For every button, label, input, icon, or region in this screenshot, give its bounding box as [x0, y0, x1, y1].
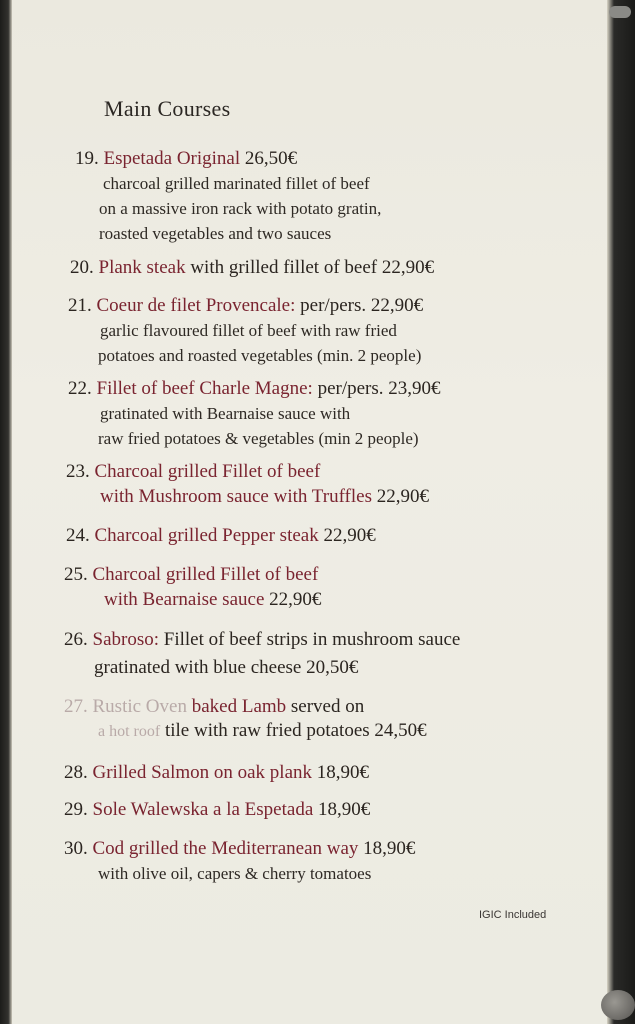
- item-name: Sabroso:: [92, 629, 159, 650]
- item-name: baked Lamb: [191, 696, 287, 717]
- item-price: 18,90€: [318, 799, 371, 820]
- item-name: Coeur de filet Provencale:: [96, 295, 296, 316]
- item-number: 27.: [64, 696, 88, 717]
- item-line2-faded: a hot roof: [98, 723, 161, 740]
- item-price: 26,50€: [244, 148, 298, 169]
- item-price: 22,90€: [376, 486, 429, 507]
- menu-item-24: [66, 523, 376, 548]
- item-name: Charcoal grilled Pepper steak: [94, 525, 319, 546]
- item-desc-line: potatoes and roasted vegetables (min. 2 people): [98, 346, 422, 365]
- item-name: Espetada Original: [103, 148, 241, 169]
- menu-item-19: [75, 146, 381, 246]
- menu-item-22: [68, 376, 441, 451]
- item-number: 24.: [66, 525, 90, 546]
- item-desc-line: roasted vegetables and two sauces: [99, 224, 332, 243]
- item-name: Fillet of beef Charle Magne:: [96, 378, 313, 399]
- menu-item-23: [66, 459, 429, 509]
- item-name: Plank steak: [98, 257, 186, 278]
- item-desc-line: garlic flavoured fillet of beef with raw fried: [100, 321, 397, 340]
- item-name: Charcoal grilled Fillet of beef: [92, 564, 319, 585]
- item-price: 22,90€: [381, 257, 435, 278]
- item-number: 30.: [64, 838, 88, 859]
- frame-clip-top: [609, 6, 631, 18]
- menu-heading: Main Courses: [104, 96, 231, 121]
- item-extra: served on: [290, 696, 365, 717]
- item-desc-line: with olive oil, capers & cherry tomatoes: [98, 864, 372, 883]
- tax-note: IGIC Included: [479, 909, 547, 921]
- frame-right-edge: [607, 0, 635, 1024]
- item-number: 29.: [64, 799, 88, 820]
- item-name-line2: tile with raw fried potatoes: [164, 720, 370, 741]
- menu-item-29: [64, 797, 370, 822]
- item-name-faded: Rustic Oven: [92, 696, 187, 717]
- item-extra: Fillet of beef strips in mushroom sauce: [163, 629, 461, 650]
- item-name-line2: gratinated with blue cheese: [94, 657, 302, 678]
- item-number: 28.: [64, 762, 88, 783]
- item-number: 22.: [68, 378, 92, 399]
- item-name: Cod grilled the Mediterranean way: [92, 838, 359, 859]
- item-price: 24,50€: [374, 720, 427, 741]
- item-extra: per/pers.: [317, 378, 384, 399]
- item-price: 18,90€: [363, 838, 416, 859]
- menu-item-26: [64, 627, 460, 680]
- item-desc-line: raw fried potatoes & vegetables (min 2 people): [98, 429, 419, 448]
- item-desc-line: on a massive iron rack with potato gratin,: [99, 199, 382, 218]
- frame-clip-bottom: [601, 990, 635, 1020]
- item-extra: with grilled fillet of beef: [190, 257, 378, 278]
- item-desc-line: charcoal grilled marinated fillet of beef: [103, 174, 370, 193]
- menu-item-21: [68, 293, 423, 368]
- item-price: 22,90€: [323, 525, 376, 546]
- item-number: 25.: [64, 564, 88, 585]
- item-price: 18,90€: [316, 762, 370, 783]
- menu-item-20: [70, 255, 434, 280]
- item-number: 21.: [68, 295, 92, 316]
- item-number: 20.: [70, 257, 94, 278]
- item-name: Charcoal grilled Fillet of beef: [94, 461, 321, 482]
- item-price: 20,50€: [306, 657, 359, 678]
- menu-item-27: [64, 694, 427, 744]
- item-number: 23.: [66, 461, 90, 482]
- item-price: 23,90€: [388, 378, 441, 399]
- item-number: 26.: [64, 629, 88, 650]
- item-extra: per/pers.: [300, 295, 367, 316]
- item-name-line2: with Mushroom sauce with Truffles: [100, 486, 372, 507]
- item-price: 22,90€: [269, 589, 322, 610]
- frame-left-edge: [0, 0, 12, 1024]
- item-name: Grilled Salmon on oak plank: [92, 762, 313, 783]
- item-name: Sole Walewska a la Espetada: [92, 799, 314, 820]
- menu-item-28: [64, 760, 369, 785]
- item-number: 19.: [75, 148, 99, 169]
- menu-item-30: [64, 836, 415, 886]
- item-price: 22,90€: [370, 295, 424, 316]
- menu-item-25: [64, 562, 321, 612]
- item-desc-line: gratinated with Bearnaise sauce with: [100, 404, 351, 423]
- item-name-line2: with Bearnaise sauce: [104, 589, 265, 610]
